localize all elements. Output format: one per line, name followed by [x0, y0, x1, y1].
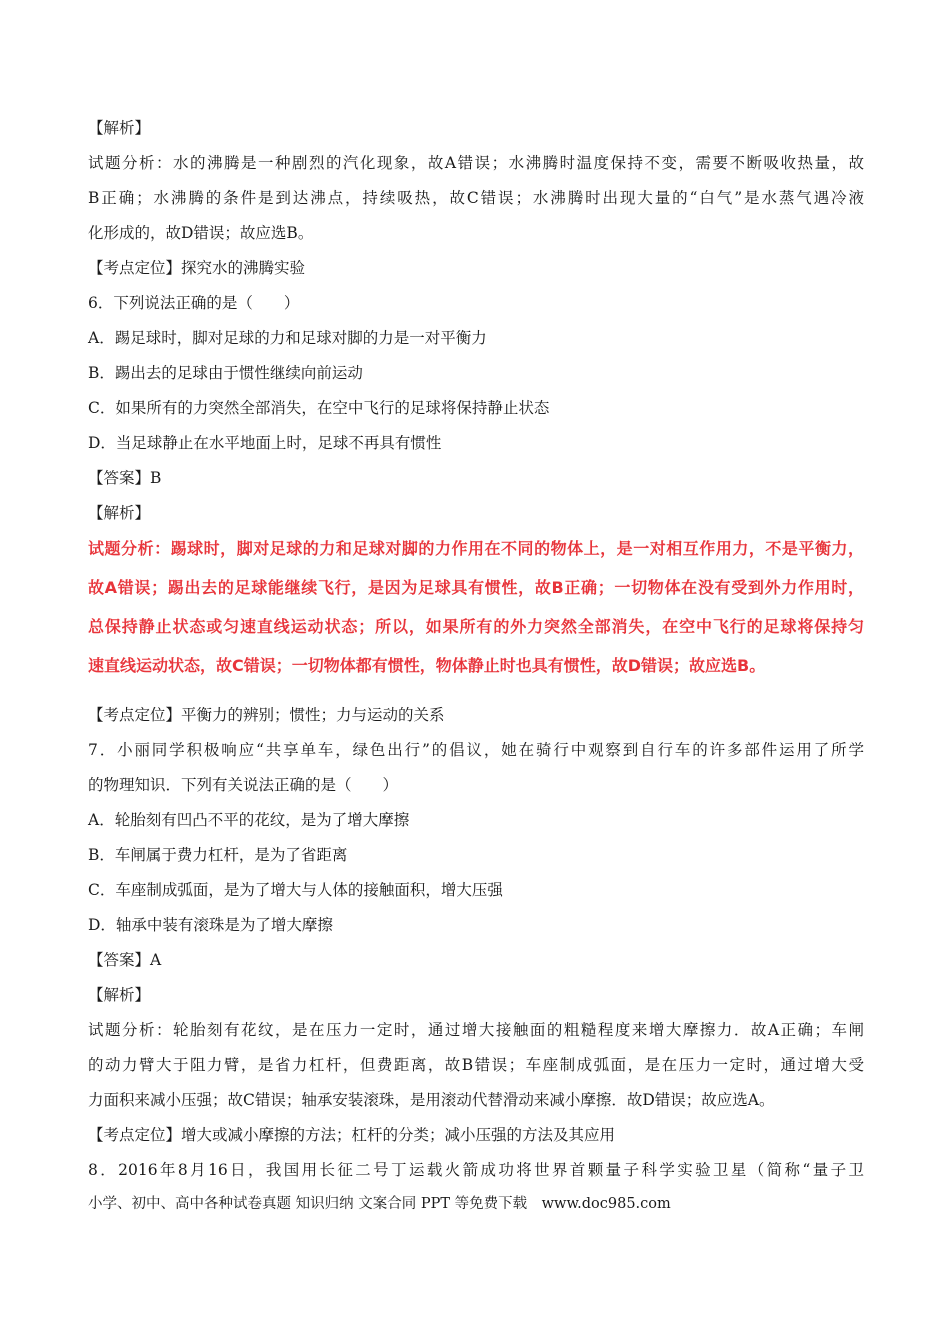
- analysis-text-line-red: 故A错误；踢出去的足球能继续飞行，是因为足球具有惯性，故B正确；一切物体在没有受到外力作用时，: [88, 578, 864, 597]
- option-c: C．车座制成弧面，是为了增大与人体的接触面积，增大压强: [88, 881, 503, 899]
- option-c: C．如果所有的力突然全部消失，在空中飞行的足球将保持静止状态: [88, 399, 550, 417]
- analysis-text-line: B正确；水沸腾的条件是到达沸点，持续吸热，故C错误；水沸腾时出现大量的“白气”是水蒸气遇冷液: [88, 189, 864, 207]
- analysis-heading: 【解析】: [88, 504, 151, 522]
- analysis-text-line-red: 速直线运动状态，故C错误；一切物体都有惯性，物体静止时也具有惯性，故D错误；故应选B。: [88, 656, 766, 675]
- option-b: B．踢出去的足球由于惯性继续向前运动: [88, 364, 363, 382]
- option-a: A．踢足球时，脚对足球的力和足球对脚的力是一对平衡力: [88, 329, 487, 347]
- analysis-text-line: 的动力臂大于阻力臂，是省力杠杆，但费距离，故B错误；车座制成弧面，是在压力一定时，通过增大受: [88, 1056, 864, 1074]
- key-point-line: 【考点定位】平衡力的辨别；惯性；力与运动的关系: [88, 706, 445, 724]
- analysis-heading: 【解析】: [88, 119, 151, 137]
- answer-line: 【答案】A: [88, 951, 162, 969]
- question-stem: 8．2016年8月16日，我国用长征二号丁运载火箭成功将世界首颗量子科学实验卫星（简称“量子卫: [88, 1161, 864, 1179]
- analysis-text-line: 试题分析：轮胎刻有花纹，是在压力一定时，通过增大接触面的粗糙程度来增大摩擦力．故A正确；车闸: [88, 1021, 864, 1039]
- analysis-text-line: 试题分析：水的沸腾是一种剧烈的汽化现象，故A错误；水沸腾时温度保持不变，需要不断吸收热量，故: [88, 154, 864, 172]
- option-a: A．轮胎刻有凹凸不平的花纹，是为了增大摩擦: [88, 811, 410, 829]
- option-d: D．轴承中装有滚珠是为了增大摩擦: [88, 916, 333, 934]
- option-b: B．车闸属于费力杠杆，是为了省距离: [88, 846, 348, 864]
- analysis-text-line: 化形成的，故D错误；故应选B。: [88, 224, 314, 242]
- analysis-text-line-red: 试题分析：踢球时，脚对足球的力和足球对脚的力作用在不同的物体上，是一对相互作用力，不是平衡力，: [88, 539, 864, 558]
- question-stem: 6．下列说法正确的是（ ）: [88, 294, 300, 312]
- option-d: D．当足球静止在水平地面上时，足球不再具有惯性: [88, 434, 442, 452]
- question-stem: 的物理知识．下列有关说法正确的是（ ）: [88, 776, 399, 794]
- analysis-text-line-red: 总保持静止状态或匀速直线运动状态；所以，如果所有的外力突然全部消失，在空中飞行的足球将保持匀: [88, 617, 864, 636]
- key-point-line: 【考点定位】增大或减小摩擦的方法；杠杆的分类；减小压强的方法及其应用: [88, 1126, 616, 1144]
- analysis-text-line: 力面积来减小压强；故C错误；轴承安装滚珠，是用滚动代替滑动来减小摩擦．故D错误；故应选A。: [88, 1091, 775, 1109]
- key-point-line: 【考点定位】探究水的沸腾实验: [88, 259, 306, 277]
- analysis-heading: 【解析】: [88, 986, 151, 1004]
- question-stem: 7．小丽同学积极响应“共享单车，绿色出行”的倡议，她在骑行中观察到自行车的许多部件运用了所学: [88, 741, 864, 759]
- answer-line: 【答案】B: [88, 469, 162, 487]
- page-footer: 小学、初中、高中各种试卷真题 知识归纳 文案合同 PPT 等免费下载 www.doc985.com: [88, 1196, 671, 1212]
